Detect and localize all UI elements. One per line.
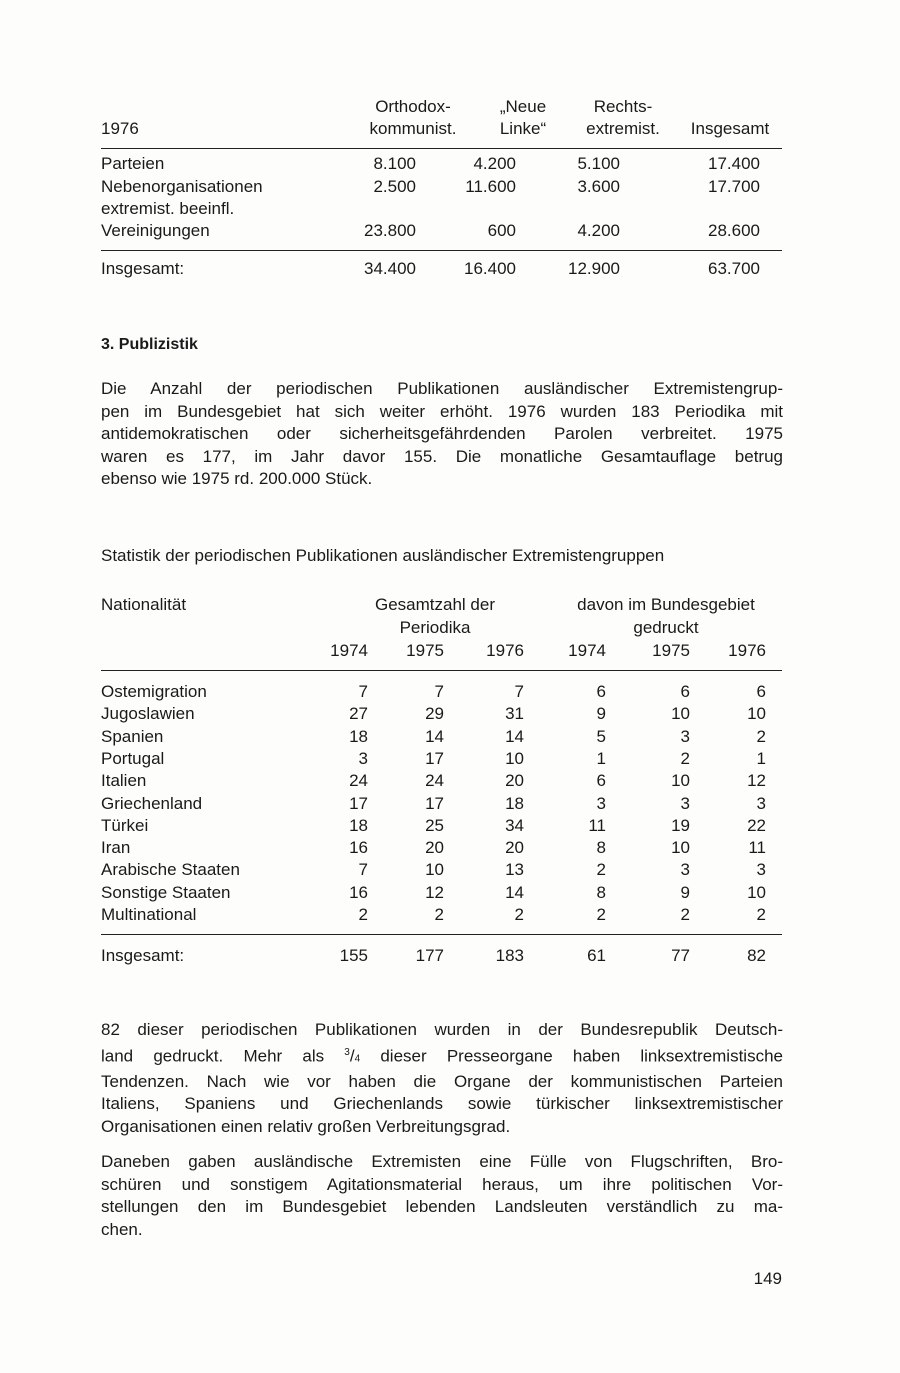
paragraph-line: antidemokratischen oder sicherheitsgefährdenden Parolen verbreitet. 1975: [101, 424, 783, 444]
table-cell: 6: [596, 682, 606, 701]
table-cell: 3.600: [577, 177, 620, 196]
table-cell: 8.100: [373, 154, 416, 173]
table-cell: 2: [434, 905, 444, 924]
table-cell: 2: [514, 905, 524, 924]
paragraph-line: Die Anzahl der periodischen Publikationen ausländischer Extremistengrup-: [101, 379, 783, 398]
table-cell: 20: [505, 838, 524, 857]
table-cell: 10: [425, 860, 444, 879]
fraction-numerator: 3: [344, 1046, 350, 1058]
section-heading: 3. Publizistik: [101, 336, 198, 353]
table-cell: 3: [680, 727, 690, 746]
table-row-label: Nebenorganisationen: [101, 177, 263, 196]
table-total-cell: 61: [587, 946, 606, 965]
year-header: 1974: [330, 641, 368, 660]
paragraph-line: Italiens, Spaniens und Griechenlands sowie türkischer linksextremistischer: [101, 1094, 783, 1114]
table-rule: [101, 934, 782, 935]
table-total-cell: 34.400: [364, 259, 416, 278]
table-cell: 3: [756, 860, 766, 879]
table-total-cell: 77: [671, 946, 690, 965]
table-cell: 3: [680, 794, 690, 813]
table-row-label: Türkei: [101, 816, 149, 835]
table-cell: 24: [349, 771, 368, 790]
paragraph-leaflets: [101, 1151, 783, 1241]
table-row-label: extremist. beeinfl.: [101, 199, 235, 218]
paragraph-line: Daneben gaben ausländische Extremisten eine Fülle von Flugschriften, Bro-: [101, 1152, 783, 1171]
table-cell: 18: [505, 794, 524, 813]
table-cell: 10: [505, 749, 524, 768]
table-cell: 12: [425, 883, 444, 902]
table-total-cell: 12.900: [568, 259, 620, 278]
table-cell: 17.700: [708, 177, 760, 196]
table-cell: 28.600: [708, 221, 760, 240]
table-cell: 6: [756, 682, 766, 701]
table-row-label: Arabische Staaten: [101, 860, 240, 879]
table-cell: 23.800: [364, 221, 416, 240]
table-total-label: Insgesamt:: [101, 259, 185, 278]
table-title: [101, 545, 783, 568]
table-cell: 25: [425, 816, 444, 835]
table-cell: 20: [505, 771, 524, 790]
table-cell: 17: [349, 794, 368, 813]
table-cell: 5.100: [577, 154, 620, 173]
table-total-cell: 16.400: [464, 259, 516, 278]
table-cell: 11: [588, 816, 606, 835]
table-cell: 1: [756, 749, 766, 768]
paragraph-line: waren es 177, im Jahr davor 155. Die monatliche Gesamtauflage betrug: [101, 446, 783, 466]
table-cell: 20: [425, 838, 444, 857]
table-row-label: Spanien: [101, 727, 164, 746]
table-cell: 3: [596, 794, 606, 813]
table-rule: [101, 670, 782, 671]
table-cell: 9: [596, 704, 606, 723]
text: land gedruckt. Mehr als: [101, 1046, 345, 1066]
table-row-label: Jugoslawien: [101, 704, 195, 723]
group-header: davon im Bundesgebiet: [577, 595, 755, 614]
table-total-cell: 177: [415, 946, 444, 965]
table-cell: 18: [349, 727, 368, 746]
table-total-cell: 183: [495, 946, 524, 965]
table-cell: 2: [756, 727, 766, 746]
table-row-label: Griechenland: [101, 794, 203, 813]
fraction-denominator: 4: [354, 1053, 361, 1065]
paragraph-line: ebenso wie 1975 rd. 200.000 Stück.: [101, 469, 373, 489]
table-cell: 2.500: [373, 177, 416, 196]
nationality-header: Nationalität: [101, 595, 187, 614]
table-cell: 13: [505, 860, 524, 879]
year-header: 1976: [486, 641, 524, 660]
table-cell: 7: [434, 682, 444, 701]
table-cell: 27: [349, 704, 368, 723]
table-cell: 29: [425, 704, 444, 723]
table-cell: 24: [425, 771, 444, 790]
paragraph-line: schüren und sonstigem Agitationsmaterial heraus, um ihre politischen Vor-: [101, 1174, 783, 1194]
column-header: extremist.: [586, 119, 660, 138]
table-cell: 14: [425, 727, 444, 746]
table-cell: 3: [680, 860, 690, 879]
table-cell: 11: [748, 838, 766, 857]
paragraph-line: chen.: [101, 1219, 143, 1239]
year-header: 1975: [406, 641, 444, 660]
paragraph-line: Tendenzen. Nach wie vor haben die Organe der kommunistischen Parteien: [101, 1071, 783, 1091]
table-cell: 16: [349, 883, 368, 902]
table-row-label: Parteien: [101, 154, 165, 173]
table-cell: 7: [358, 682, 368, 701]
table-cell: 14: [505, 727, 524, 746]
table-year: 1976: [101, 119, 139, 138]
table-cell: 10: [671, 704, 690, 723]
table-cell: 6: [680, 682, 690, 701]
table-title-text: Statistik der periodischen Publikationen ausländischer Extremistengruppen: [101, 546, 665, 565]
table-total-cell: 63.700: [708, 259, 760, 278]
table-total-cell: 155: [339, 946, 368, 965]
table-row-label: Multinational: [101, 905, 197, 924]
table-cell: 11.600: [465, 177, 516, 196]
table-total-cell: 82: [747, 946, 766, 965]
table-cell: 10: [671, 771, 690, 790]
table-cell: 12: [747, 771, 766, 790]
table-cell: 1: [596, 749, 606, 768]
group-header: Periodika: [399, 618, 471, 637]
column-header: Orthodox-: [375, 97, 451, 116]
paragraph-line: [101, 1042, 783, 1071]
table-row-label: Sonstige Staaten: [101, 883, 231, 902]
column-header: Rechts-: [593, 97, 653, 116]
paragraph-printing: [101, 1019, 783, 1139]
table-cell: 31: [505, 704, 524, 723]
table-cell: 2: [358, 905, 368, 924]
table-total-label: Insgesamt:: [101, 946, 185, 965]
paragraph-line: pen im Bundesgebiet hat sich weiter erhöht. 1976 wurden 183 Periodika mit: [101, 401, 783, 421]
table-cell: 16: [349, 838, 368, 857]
table-row-label: Iran: [101, 838, 131, 857]
year-header: 1976: [728, 641, 766, 660]
table-row-label: Italien: [101, 771, 147, 790]
table-cell: 2: [596, 905, 606, 924]
table-cell: 10: [747, 883, 766, 902]
table-cell: 2: [680, 905, 690, 924]
page-number: 149: [753, 1269, 782, 1288]
table-cell: 18: [349, 816, 368, 835]
table-cell: 4.200: [473, 154, 516, 173]
table-cell: 22: [747, 816, 766, 835]
table-rule: [101, 148, 782, 149]
table-cell: 14: [505, 883, 524, 902]
table-row-label: Portugal: [101, 749, 165, 768]
group-header: Gesamtzahl der: [375, 595, 495, 614]
table-cell: 5: [596, 727, 606, 746]
year-header: 1974: [568, 641, 606, 660]
column-header: Insgesamt: [690, 119, 770, 138]
section-paragraph: [101, 378, 783, 491]
table-cell: 10: [671, 838, 690, 857]
table-cell: 7: [514, 682, 524, 701]
table-cell: 2: [756, 905, 766, 924]
table-cell: 6: [596, 771, 606, 790]
table-row-label: Vereinigungen: [101, 221, 210, 240]
paragraph-line: 82 dieser periodischen Publikationen wurden in der Bundesrepublik Deutsch-: [101, 1020, 783, 1039]
table-rule: [101, 250, 782, 251]
table-cell: 600: [487, 221, 516, 240]
table-cell: 10: [747, 704, 766, 723]
group-header: gedruckt: [633, 618, 699, 637]
table-cell: 9: [680, 883, 690, 902]
column-header: „Neue: [499, 97, 547, 116]
table-cell: 19: [671, 816, 690, 835]
table-cell: 17: [425, 749, 444, 768]
column-header: Linke“: [499, 119, 547, 138]
table-cell: 8: [596, 883, 606, 902]
table-cell: 7: [358, 860, 368, 879]
paragraph-line: stellungen den im Bundesgebiet lebenden Landsleuten verständlich zu ma-: [101, 1197, 783, 1217]
text: dieser Presseorgane haben linksextremistische: [360, 1046, 783, 1066]
paragraph-line: Organisationen einen relativ großen Verbreitungsgrad.: [101, 1117, 511, 1137]
table-cell: 3: [756, 794, 766, 813]
table-cell: 4.200: [577, 221, 620, 240]
table-cell: 2: [596, 860, 606, 879]
table-cell: 17.400: [708, 154, 760, 173]
table-cell: 2: [680, 749, 690, 768]
table-cell: 3: [358, 749, 368, 768]
table-cell: 8: [596, 838, 606, 857]
table-cell: 34: [505, 816, 524, 835]
fraction-separator: /: [349, 1046, 355, 1066]
year-header: 1975: [652, 641, 690, 660]
column-header: kommunist.: [369, 119, 457, 138]
table-row-label: Ostemigration: [101, 682, 207, 701]
table-cell: 17: [425, 794, 444, 813]
